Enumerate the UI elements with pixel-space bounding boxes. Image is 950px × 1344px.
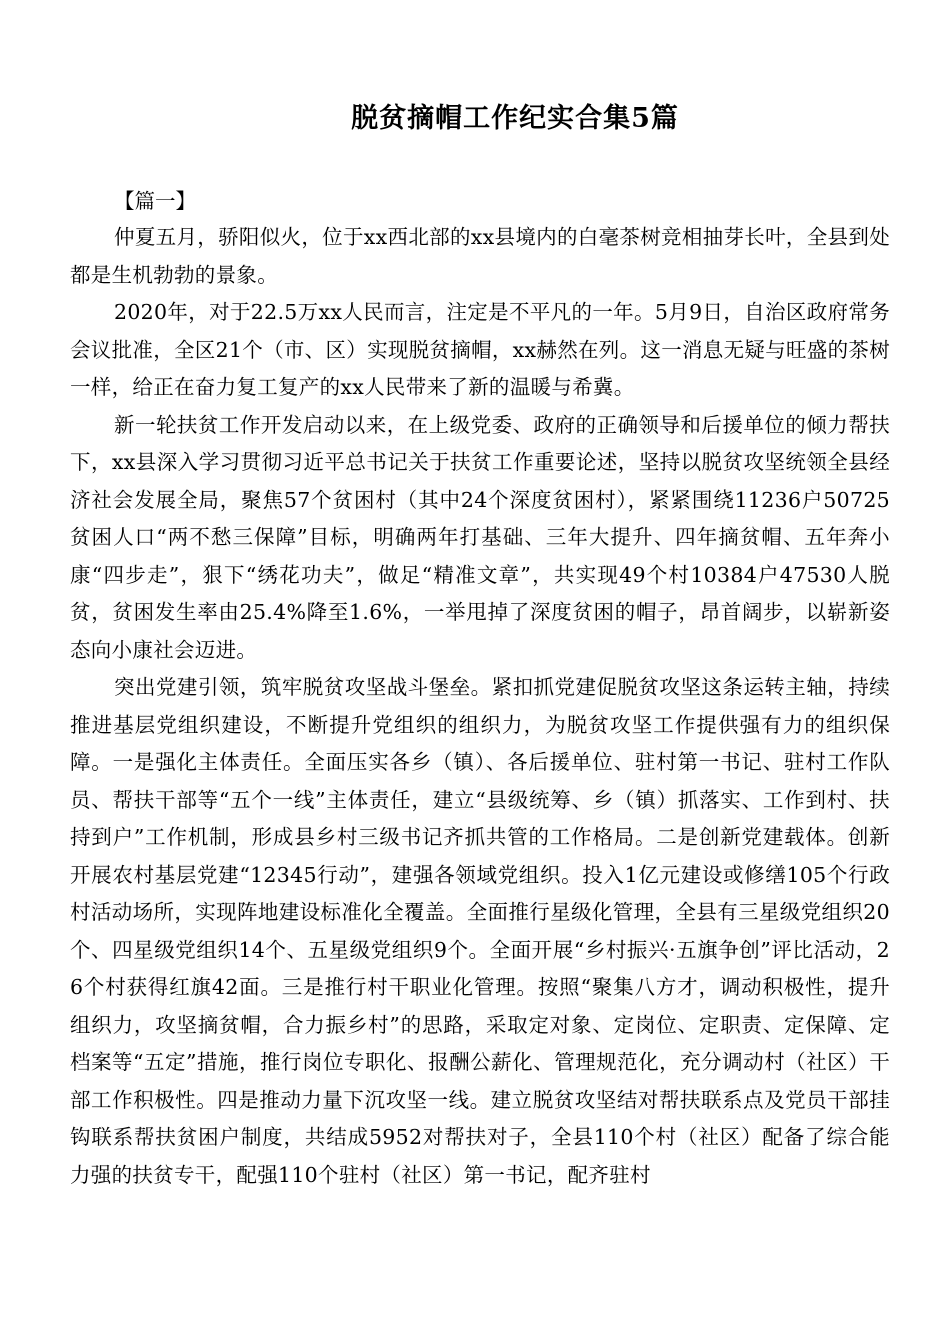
section-label: 【篇一】: [114, 189, 196, 213]
document-title: 脱贫摘帽工作纪实合集5篇: [351, 103, 679, 134]
paragraph-4: 突出党建引领，筑牢脱贫攻坚战斗堡垒。紧扣抓党建促脱贫攻坚这条运转主轴，持续推进基层党组织建设，不断提升党组织的组织力，为脱贫攻坚工作提供强有力的组织保障。一是强化主体责任。全面压实各乡（镇）、各后援单位、驻村第一书记、驻村工作队员、帮扶干部等“五个一线”主体责任，建立“县级统筹、乡（镇）抓落实、工作到村、扶持到户”工作机制，形成县乡村三级书记齐抓共管的工作格局。二是创新党建载体。创新开展农村基层党建“12345行动”，建强各领域党组织。投入1亿元建设或修缮105个行政村活动场所，实现阵地建设标准化全覆盖。全面推行星级化管理，全县有三星级党组织20个、四星级党组织14个、五星级党组织9个。全面开展“乡村振兴·五旗争创”评比活动，26个村获得红旗42面。三是推行村干职业化管理。按照“聚集八方才，调动积极性，提升组织力，攻坚摘贫帽，合力振乡村”的思路，采取定对象、定岗位、定职责、定保障、定档案等“五定”措施，推行岗位专职化、报酬公薪化、管理规范化，充分调动村（社区）干部工作积极性。四是推动力量下沉攻坚一线。建立脱贫攻坚结对帮扶联系点及党员干部挂钩联系帮扶贫困户制度，共结成5952对帮扶对子，全县110个村（社区）配备了综合能力强的扶贫专干，配强110个驻村（社区）第一书记，配齐驻村: [70, 675, 890, 1187]
paragraph-2: 2020年，对于22.5万xx人民而言，注定是不平凡的一年。5月9日，自治区政府常务会议批准，全区21个（市、区）实现脱贫摘帽，xx赫然在列。这一消息无疑与旺盛的茶树一样，给正在奋力复工复产的xx人民带来了新的温暖与希冀。: [70, 300, 891, 399]
paragraph-1: 仲夏五月，骄阳似火，位于xx西北部的xx县境内的白毫茶树竞相抽芽长叶，全县到处都是生机勃勃的景象。: [70, 225, 890, 287]
document-body: [70, 183, 890, 1194]
paragraph-3: 新一轮扶贫工作开发启动以来，在上级党委、政府的正确领导和后援单位的倾力帮扶下，xx县深入学习贯彻习近平总书记关于扶贫工作重要论述，坚持以脱贫攻坚统领全县经济社会发展全局，聚焦57个贫困村（其中24个深度贫困村），紧紧围绕11236户50725贫困人口“两不愁三保障”目标，明确两年打基础、三年大提升、四年摘贫帽、五年奔小康“四步走”，狠下“绣花功夫”，做足“精准文章”，共实现49个村10384户47530人脱贫，贫困发生率由25.4%降至1.6%，一举甩掉了深度贫困的帽子，昂首阔步，以崭新姿态向小康社会迈进。: [70, 412, 890, 662]
